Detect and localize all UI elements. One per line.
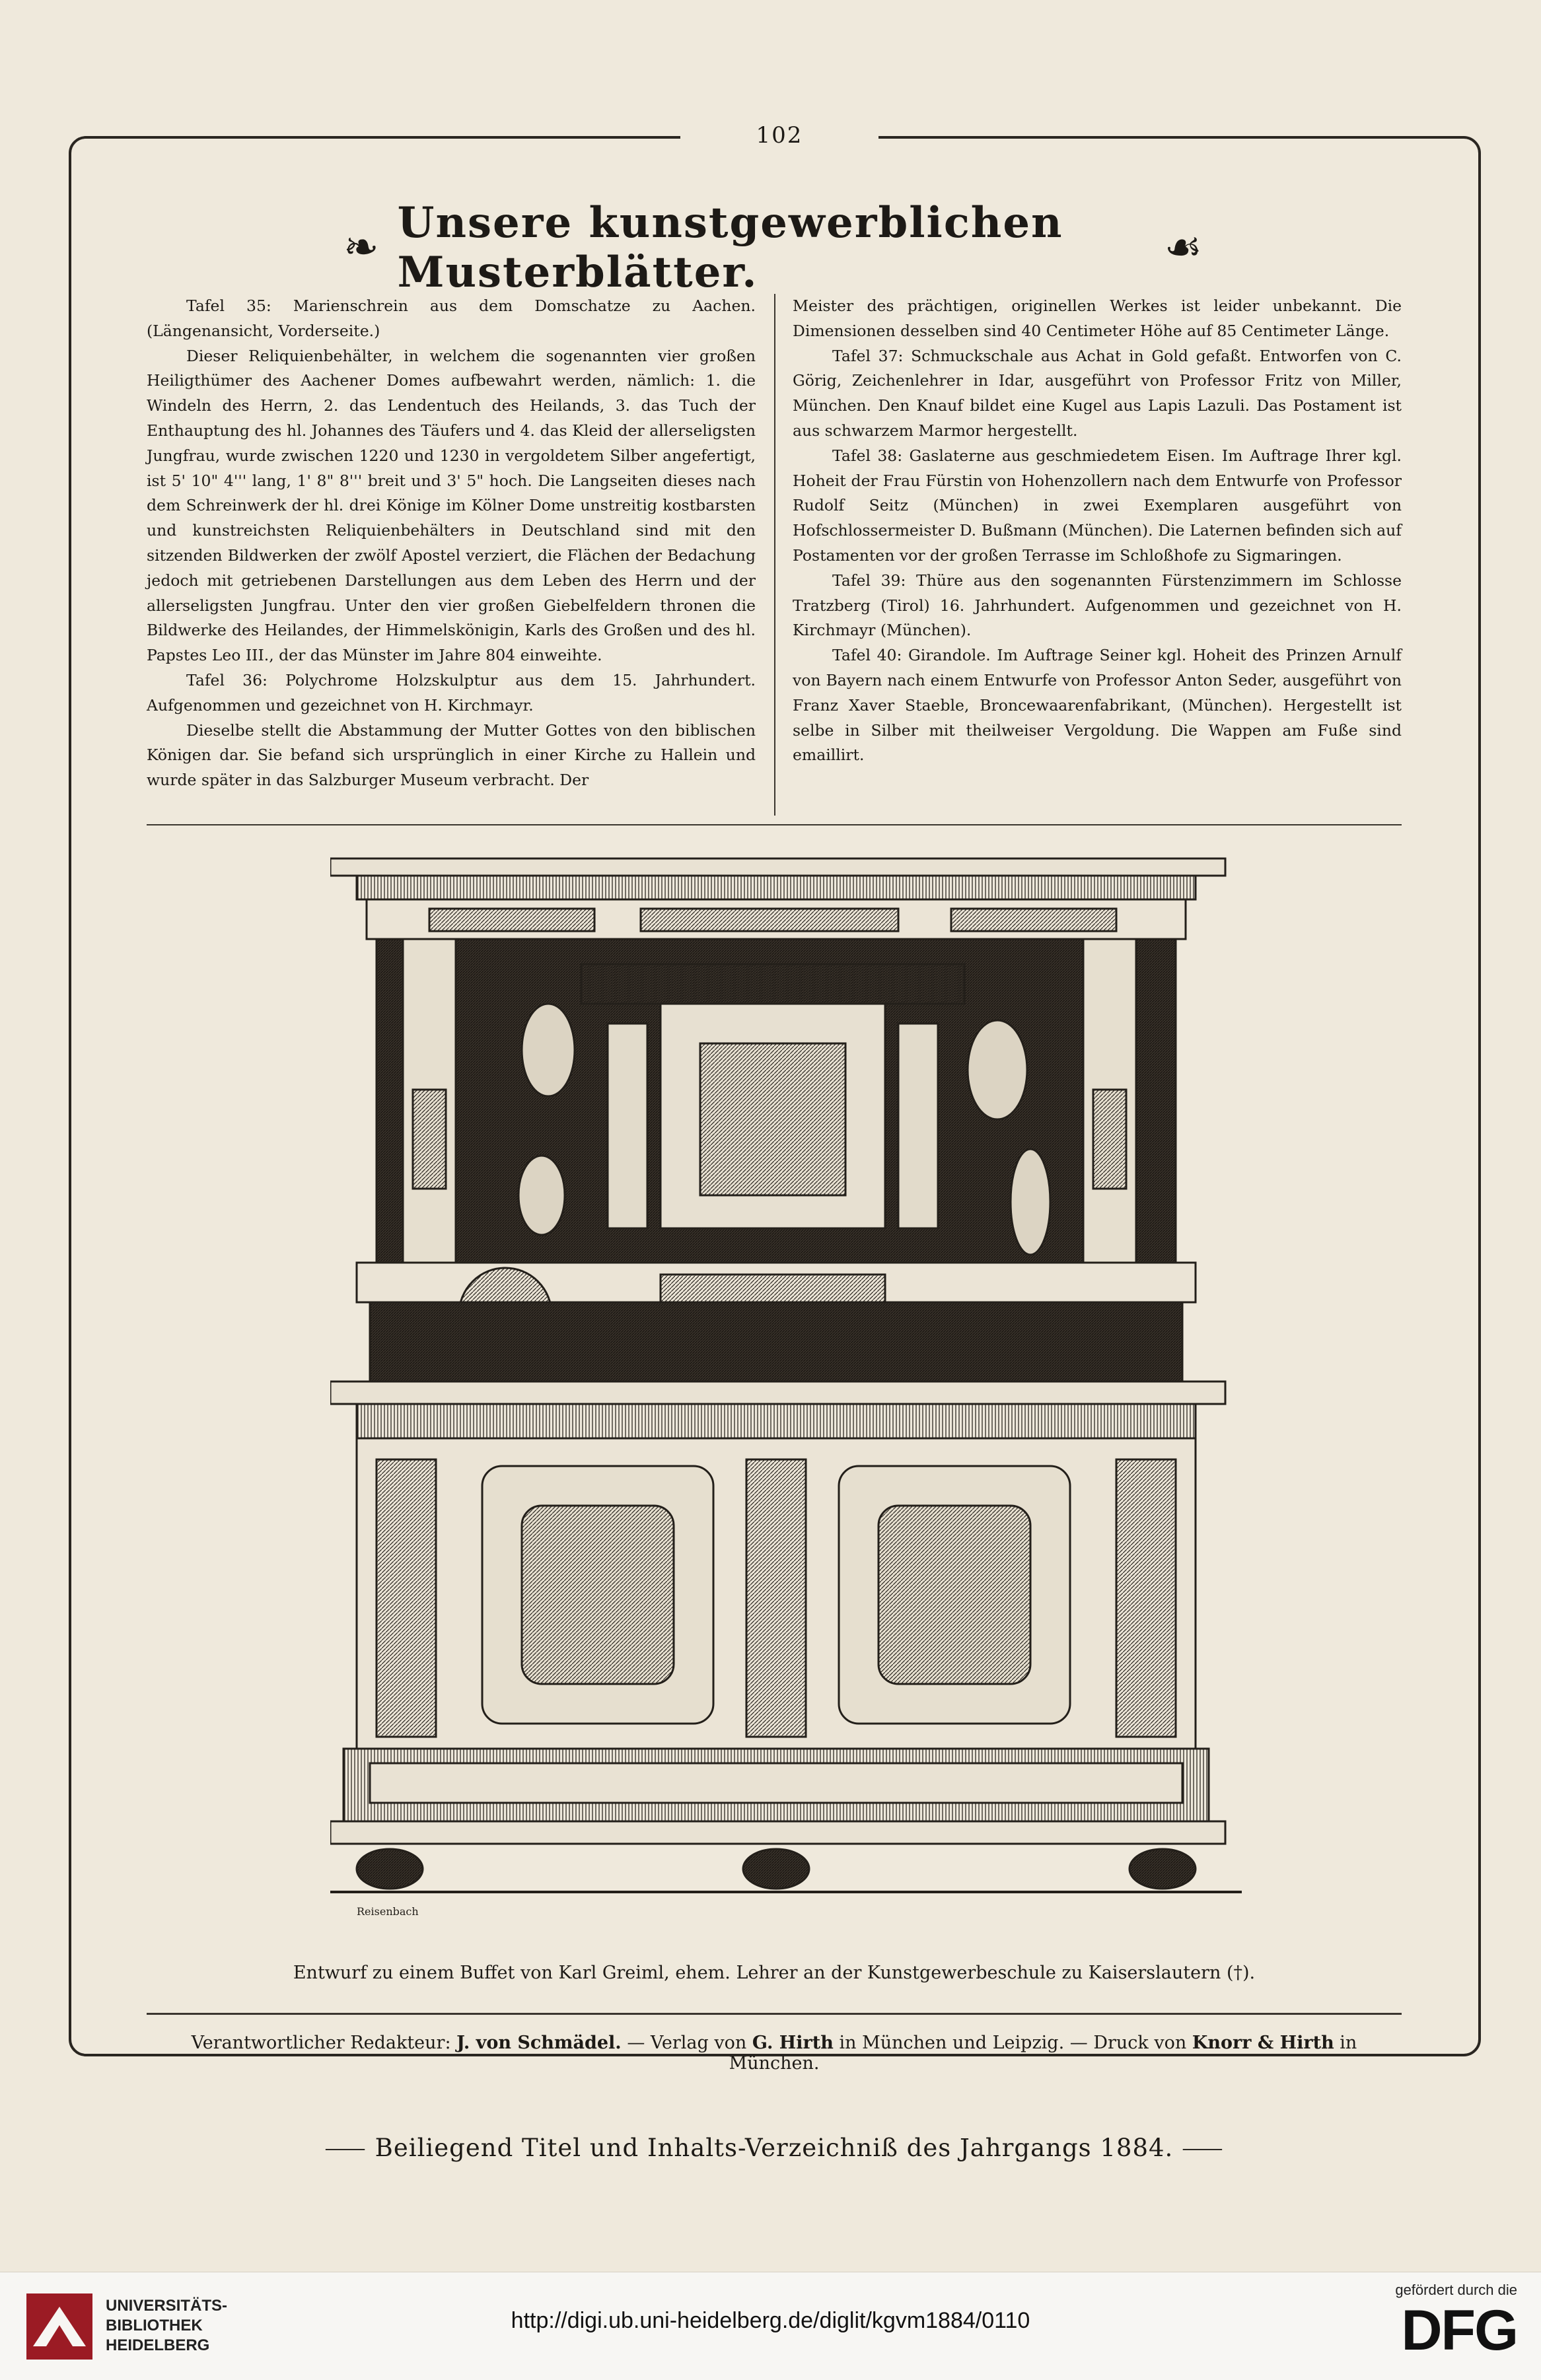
right-column-paragraph: Tafel 37: Schmuckschale aus Achat in Gold gefaßt. Entworfen von C. Görig, Zeichenlehrer in Idar, ausgeführt von Professor Fritz von Miller, München. Den Knauf bildet eine Kugel aus Lapis Lazuli. Das Postament ist aus schwarzem Marmor hergestellt. [793, 346, 1402, 440]
left-column [147, 294, 756, 822]
funder-block [1395, 2282, 1517, 2362]
page-title: Unsere kunstgewerblichen Musterblätter. [397, 198, 1063, 297]
title-row [343, 198, 1202, 297]
imprint-line [147, 2033, 1402, 2074]
imprint-printer-place: in München. [729, 2033, 1357, 2074]
library-line-3: HEIDELBERG [106, 2336, 210, 2354]
permalink-url[interactable]: http://digi.ub.uni-heidelberg.de/diglit/kgvm1884/0110 [511, 2308, 1030, 2333]
page-number-box [680, 119, 878, 152]
library-logo [26, 2290, 228, 2362]
imprint-publisher-place: in München und Leipzig. [839, 2033, 1065, 2053]
buffet-engraving [330, 852, 1242, 1955]
illustration-caption: Entwurf zu einem Buffet von Karl Greiml, ehem. Lehrer an der Kunstgewerbeschule zu Kaiserslautern (†). [293, 1963, 1256, 1983]
imprint-printer-prefix: — Druck von [1069, 2033, 1187, 2053]
imprint-publisher-prefix: — Verlag von [627, 2033, 747, 2053]
right-column-paragraph: Tafel 39: Thüre aus den sogenannten Fürstenzimmern im Schlosse Tratzberg (Tirol) 16. Jahrhundert. Aufgenommen und gezeichnet von H. Kirchmayr (München). [793, 571, 1402, 640]
imprint-editor: J. von Schmädel. [456, 2033, 622, 2053]
imprint-printer: Knorr & Hirth [1192, 2033, 1334, 2053]
column-divider [774, 294, 775, 816]
right-column [793, 294, 1402, 822]
right-ornament-icon: ⸺ [1182, 2134, 1224, 2162]
imprint-rule [147, 2013, 1402, 2015]
right-column-paragraph: Tafel 38: Gaslaterne aus geschmiedetem Eisen. Im Auftrage Ihrer kgl. Hoheit der Frau Fürstin von Hohenzollern nach dem Entwurfe von Professor Rudolf Seitz (München) in zwei Exemplaren ausgeführt von Hofschlossermeister D. Bußmann (München). Die Laternen befinden sich auf Postamenten vor der großen Terrasse im Schloßhofe zu Sigmaringen. [793, 446, 1402, 565]
svg-text:Reisenbach: Reisenbach [357, 1905, 419, 1918]
library-line-2: BIBLIOTHEK [106, 2317, 203, 2334]
supplement-text: Beiliegend Titel und Inhalts-Verzeichniß des Jahrgangs 1884. [375, 2134, 1174, 2162]
library-line-1: UNIVERSITÄTS- [106, 2297, 228, 2315]
right-column-paragraph: Meister des prächtigen, originellen Werkes ist leider unbekannt. Die Dimensionen desselben sind 40 Centimeter Höhe auf 85 Centimeter Länge. [793, 297, 1402, 340]
left-column-paragraph: Tafel 36: Polychrome Holzskulptur aus dem 15. Jahrhundert. Aufgenommen und gezeichnet von H. Kirchmayr. [147, 670, 756, 715]
funder-label: gefördert durch die [1395, 2282, 1517, 2298]
imprint-publisher: G. Hirth [752, 2033, 834, 2053]
supplement-note [147, 2128, 1402, 2163]
left-flourish-icon: ❧ [343, 223, 379, 272]
digitization-footer [0, 2272, 1541, 2380]
left-column-paragraph: Dieselbe stellt die Abstammung der Mutter Gottes von den biblischen Königen dar. Sie befand sich ursprünglich in einer Kirche zu Hallein und wurde später in das Salzburger Museum verbracht. Der [147, 720, 756, 790]
imprint-prefix: Verantwortlicher Redakteur: [191, 2033, 451, 2053]
left-column-paragraph: Dieser Reliquienbehälter, in welchem die sogenannten vier großen Heiligthümer des Aachener Domes aufbewahrt werden, nämlich: 1. die Windeln des Herrn, 2. das Lendentuch des Heilands, 3. das Tuch der Enthauptung des hl. Johannes des Täufers und 4. das Kleid der allerseligsten Jungfrau, wurde zwischen 1220 und 1230 in vergoldetem Silber angefertigt, ist 5' 10" 4''' lang, 1' 8" 8''' breit und 3' 5" hoch. Die Langseiten dieses nach dem Schreinwerk der hl. drei Könige im Kölner Dome unstreitig kostbarsten und kunstreichsten Reliquienbehälters in Deutschland sind mit den sitzenden Bildwerken der zwölf Apostel verziert, die Flächen der Bedachung jedoch mit getriebenen Darstellungen aus dem Leben des Herrn und der allerseligsten Jungfrau. Unter den vier großen Giebelfeldern thronen die Bildwerke des Heilandes, der Himmelskönigin, Karls des Großen und des hl. Papstes Leo III., der das Münster im Jahre 804 einweihte. [147, 346, 756, 665]
right-flourish-icon: ☙ [1164, 223, 1202, 272]
library-emblem-icon [26, 2293, 92, 2360]
article-bottom-rule [147, 824, 1402, 825]
page-number: 102 [756, 122, 803, 149]
right-column-paragraph: Tafel 40: Girandole. Im Auftrage Seiner kgl. Hoheit des Prinzen Arnulf von Bayern nach einem Entwurfe von Professor Anton Seder, ausgeführt von Franz Xaver Staeble, Broncewaarenfabrikant, (München). Hergestellt ist selbe in Silber mit theilweiser Vergoldung. Die Wappen am Fuße sind emaillirt. [793, 646, 1402, 765]
dfg-logo: DFG [1401, 2299, 1517, 2362]
buffet-illustration [330, 852, 1242, 1955]
left-ornament-icon: ⸺ [324, 2134, 367, 2162]
left-column-paragraph: Tafel 35: Marienschrein aus dem Domschatze zu Aachen. (Längenansicht, Vorderseite.) [147, 297, 756, 340]
